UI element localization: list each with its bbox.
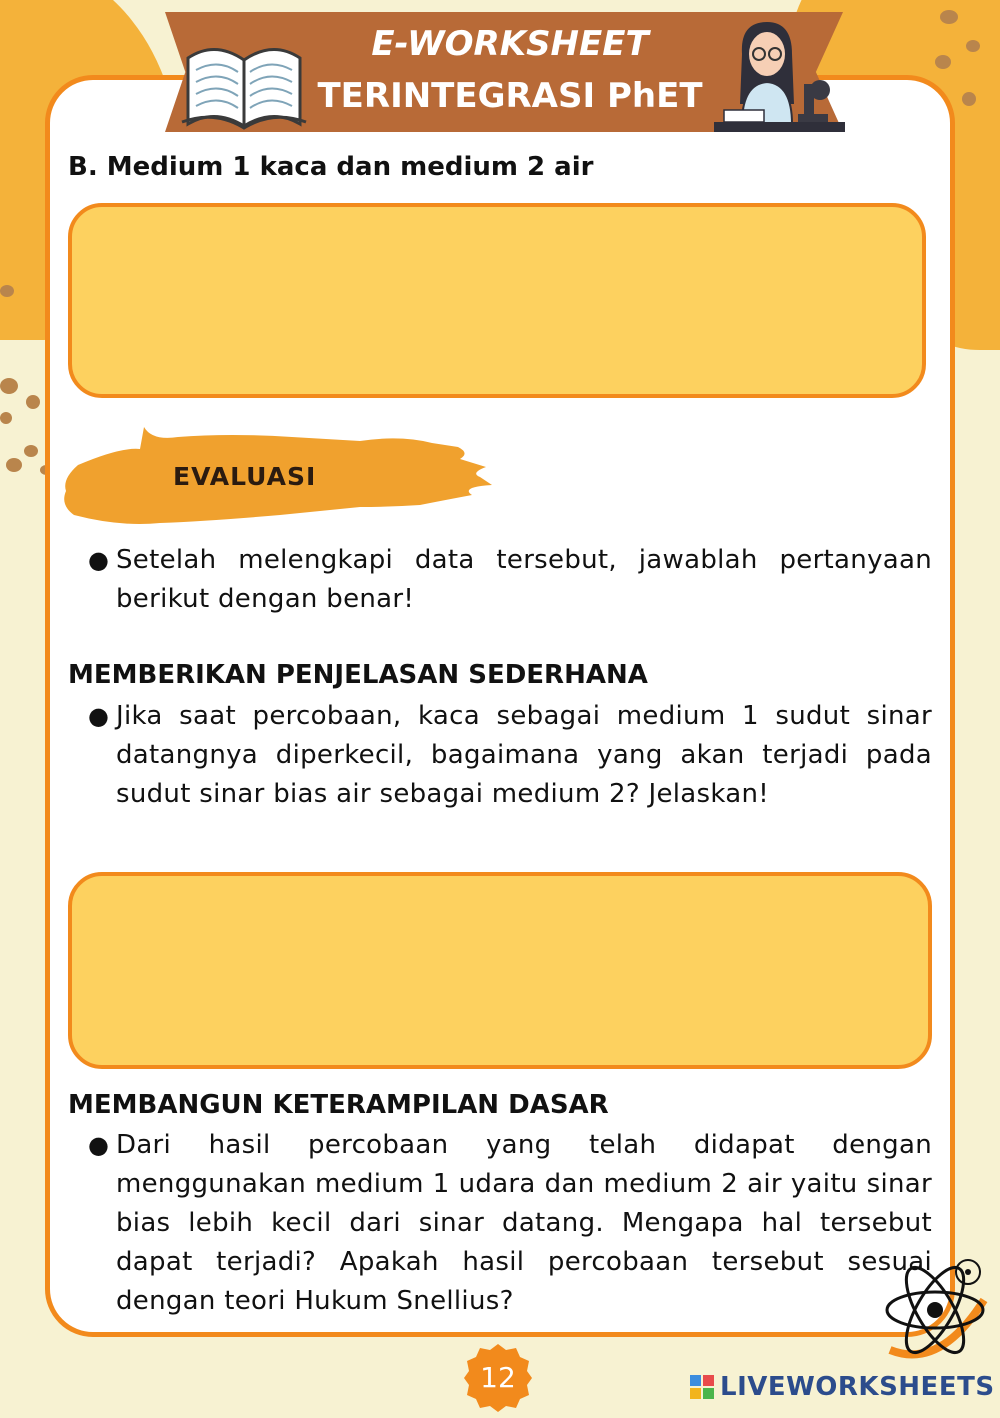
decor-dot <box>0 285 14 297</box>
decor-dot <box>26 395 40 409</box>
question2-text: Dari hasil percobaan yang telah didapat dengan menggunakan medium 1 udara dan medium 2 air yaitu sinar bias lebih kecil dari sinar datang. Mengapa hal tersebut dapat terjadi? Apakah hasil percobaan tersebut sesuai dengan teori Hukum Snellius? <box>116 1130 932 1316</box>
bullet-point: ● <box>88 1131 109 1159</box>
liveworksheets-logo-icon <box>690 1375 714 1399</box>
answer-box-question1[interactable] <box>68 872 932 1069</box>
evaluation-label: EVALUASI <box>173 462 317 491</box>
evaluation-intro-text: Setelah melengkapi data tersebut, jawablah pertanyaan berikut dengan benar! <box>116 545 932 614</box>
decor-dot <box>6 458 22 472</box>
evaluation-intro <box>88 541 932 619</box>
question1 <box>88 697 932 814</box>
liveworksheets-brand: LIVEWORKSHEETS <box>720 1372 995 1402</box>
decor-dot <box>962 92 976 106</box>
scientist-illustration-icon <box>712 14 847 134</box>
decor-dot <box>0 378 18 394</box>
page-number: 12 <box>480 1361 516 1394</box>
liveworksheets-logo[interactable] <box>690 1372 995 1402</box>
question1-text: Jika saat percobaan, kaca sebagai medium 1 sudut sinar datangnya diperkecil, bagaimana yang akan terjadi pada sudut sinar bias air sebagai medium 2? Jelaskan! <box>116 701 932 809</box>
banner-title-line2: TERINTEGRASI PhET <box>317 76 703 116</box>
bullet-point: ● <box>88 702 109 730</box>
decor-dot <box>935 55 951 69</box>
page-number-badge <box>462 1342 534 1414</box>
decor-dot <box>940 10 958 24</box>
banner-title-line1: E-WORKSHEET <box>371 24 649 64</box>
decor-dot <box>966 40 980 52</box>
answer-box-section-b[interactable] <box>68 203 926 398</box>
decor-dot <box>24 445 38 457</box>
section-b-heading: B. Medium 1 kaca dan medium 2 air <box>68 152 594 182</box>
open-book-icon <box>180 30 310 130</box>
question2 <box>88 1126 932 1321</box>
question2-heading: MEMBANGUN KETERAMPILAN DASAR <box>68 1090 609 1120</box>
decor-dot <box>0 412 12 424</box>
bullet-point: ● <box>88 546 109 574</box>
atom-icon <box>880 1240 990 1370</box>
question1-heading: MEMBERIKAN PENJELASAN SEDERHANA <box>68 660 648 690</box>
